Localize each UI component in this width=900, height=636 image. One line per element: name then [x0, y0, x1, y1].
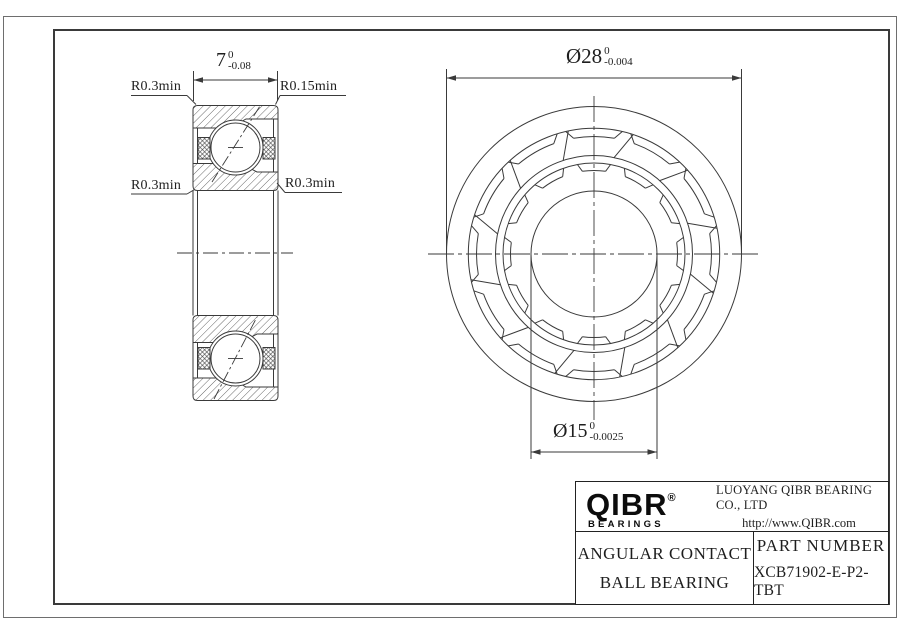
product-type-line1: ANGULAR CONTACT: [577, 543, 752, 563]
radius-label-mid-right: R0.3min: [285, 176, 336, 191]
product-type-line2: BALL BEARING: [599, 572, 730, 592]
company-logo: [586, 484, 716, 530]
dimension-width-value: 7: [216, 49, 226, 71]
cage-section: [198, 348, 210, 370]
part-number-value: XCB71902-E-P2-TBT: [754, 564, 869, 599]
title-block-body-row: [576, 531, 888, 604]
front-view: [428, 69, 762, 459]
radius-label-top-right: R0.15min: [280, 79, 338, 94]
logo-text: QIBR: [586, 486, 668, 522]
cage-section: [263, 348, 275, 370]
outer-diameter-tol-lower: -0.004: [604, 55, 633, 68]
product-type-cell: [576, 532, 753, 604]
radius-label-top-left: R0.3min: [131, 79, 182, 94]
title-block-header-row: [576, 482, 888, 531]
registered-trademark-icon: ®: [667, 491, 676, 504]
outer-diameter-label: [566, 45, 633, 67]
outer-diameter-value: Ø28: [566, 44, 603, 68]
cage-section: [198, 138, 210, 160]
bore-diameter-tol-lower: -0.0025: [589, 430, 624, 443]
company-name: LUOYANG QIBR BEARING CO., LTD: [716, 482, 873, 512]
company-info: [716, 483, 888, 531]
logo-subtext: BEARINGS: [588, 518, 664, 530]
bore-diameter-value: Ø15: [553, 420, 588, 442]
dimension-width-tol-lower: -0.08: [228, 59, 251, 72]
dimension-width: [194, 71, 278, 101]
bore-diameter-label: [553, 420, 623, 442]
title-block: [575, 481, 889, 605]
dimension-width-tol-upper: 0: [228, 49, 234, 61]
part-number-label: PART NUMBER: [756, 536, 886, 555]
bore-diameter-tol-upper: 0: [589, 420, 595, 432]
radius-label-mid-left: R0.3min: [131, 177, 182, 193]
company-url: http://www.QIBR.com: [742, 515, 856, 530]
cage-section: [263, 138, 275, 160]
dimension-width-label: [216, 49, 251, 71]
section-view: [131, 71, 346, 401]
outer-diameter-tol-upper: 0: [604, 45, 610, 57]
part-number-cell: [753, 532, 888, 604]
